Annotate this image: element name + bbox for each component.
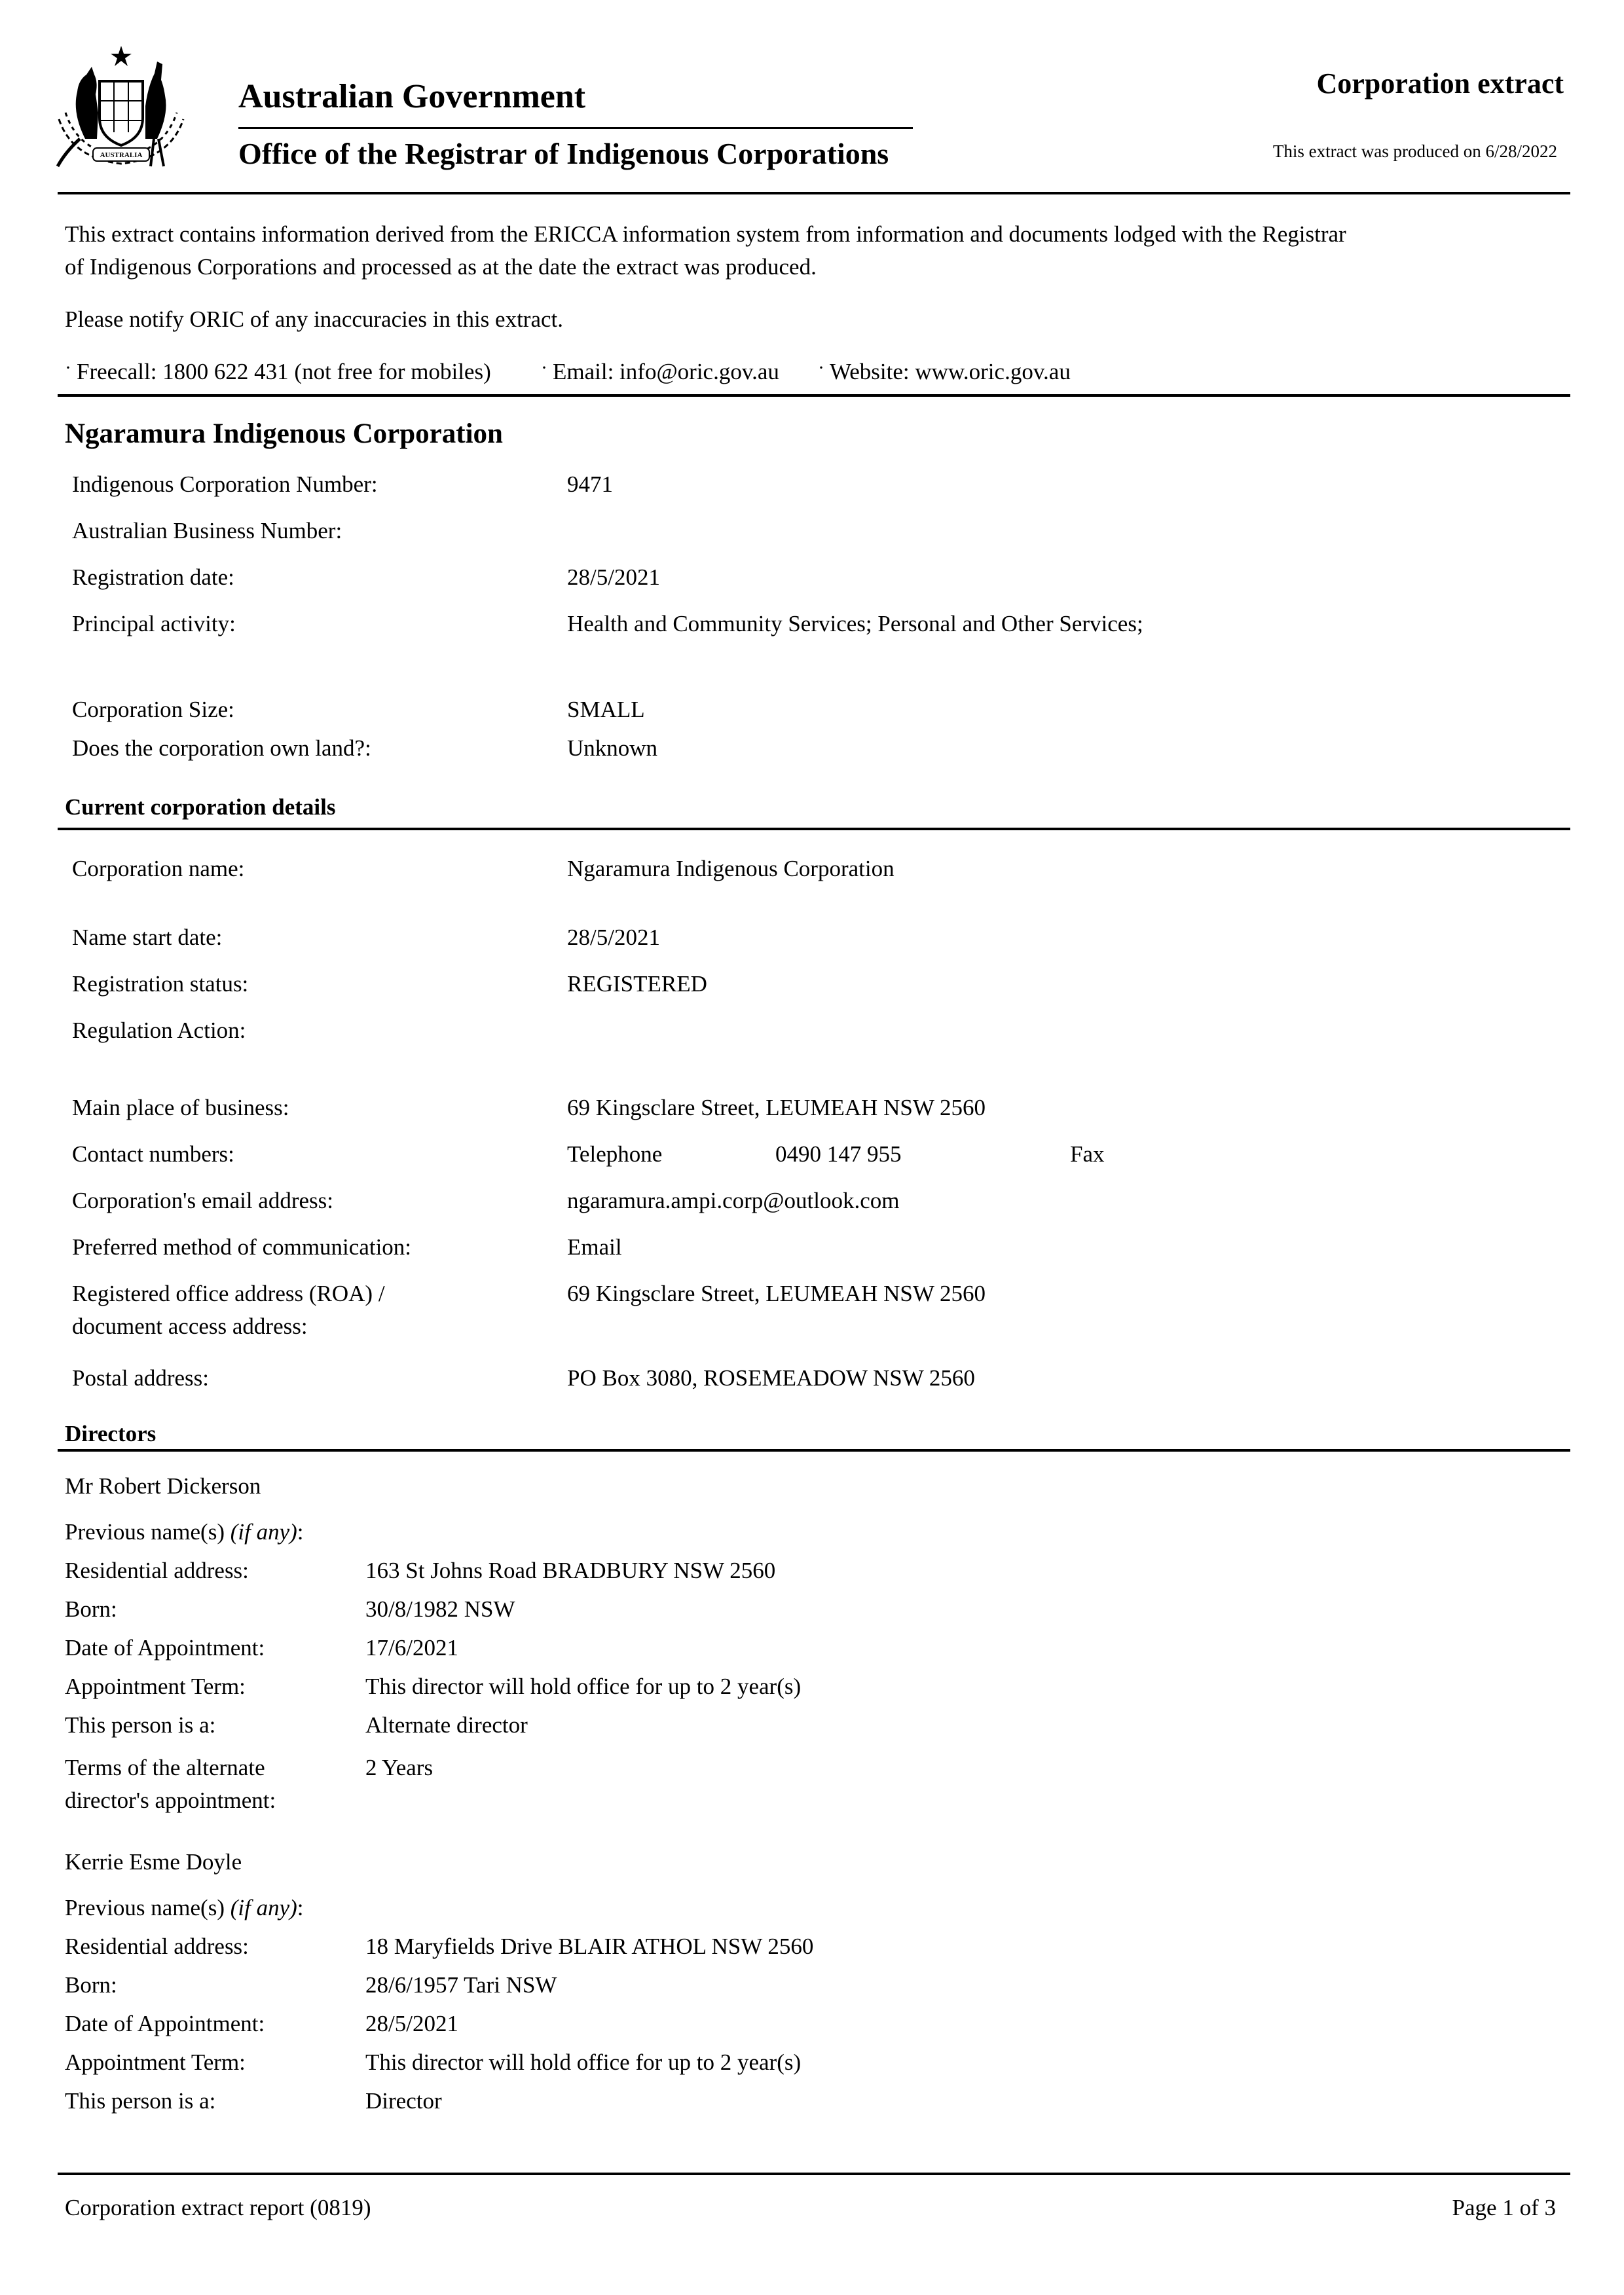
gov-title: Australian Government xyxy=(238,78,586,115)
notify-text: Please notify ORIC of any inaccuracies in this extract. xyxy=(65,306,564,332)
previous-names-label xyxy=(65,1519,304,1545)
website-link[interactable]: Website: www.oric.gov.au xyxy=(830,359,1071,384)
field-label: Corporation Size: xyxy=(72,697,234,722)
intro-line-2: of Indigenous Corporations and processed as at the date the extract was produced. xyxy=(65,254,817,280)
alt-terms-label-line-1: Terms of the alternate xyxy=(65,1755,265,1780)
name-start-value: 28/5/2021 xyxy=(567,925,660,950)
corporation-name-heading: Ngaramura Indigenous Corporation xyxy=(65,418,503,449)
registration-status-value: REGISTERED xyxy=(567,971,707,997)
role-label: This person is a: xyxy=(65,1712,216,1738)
director-name: Kerrie Esme Doyle xyxy=(65,1849,242,1875)
bullet-icon: · xyxy=(541,357,547,378)
residential-label: Residential address: xyxy=(65,1558,249,1583)
footer-page-number: Page 1 of 3 xyxy=(1452,2195,1556,2220)
appointment-term-value: This director will hold office for up to 2 year(s) xyxy=(365,1674,802,1699)
office-title: Office of the Registrar of Indigenous Corporations xyxy=(238,137,889,170)
postal-address-value: PO Box 3080, ROSEMEADOW NSW 2560 xyxy=(567,1365,975,1391)
field-label: Australian Business Number: xyxy=(72,518,342,543)
appointment-date-label: Date of Appointment: xyxy=(65,1635,265,1661)
field-label: Registration date: xyxy=(72,564,234,590)
name-start-label: Name start date: xyxy=(72,925,223,950)
appointment-term-label: Appointment Term: xyxy=(65,2049,246,2075)
crest-scroll-text: AUSTRALIA xyxy=(100,151,143,159)
alt-terms-label-line-2: director's appointment: xyxy=(65,1788,276,1813)
role-value: Alternate director xyxy=(365,1712,528,1738)
field-value: Health and Community Services; Personal and Other Services; xyxy=(567,611,1143,636)
role-value: Director xyxy=(365,2088,442,2114)
previous-names-text: Previous name(s) xyxy=(65,1519,225,1545)
previous-names-text: Previous name(s) xyxy=(65,1895,225,1920)
roa-label-line-1: Registered office address (ROA) / xyxy=(72,1281,385,1306)
contact-numbers-label: Contact numbers: xyxy=(72,1141,234,1167)
previous-names-qualifier: (if any) xyxy=(230,1895,297,1920)
alt-terms-value: 2 Years xyxy=(365,1755,434,1780)
field-value: 9471 xyxy=(567,471,613,497)
regulation-action-label: Regulation Action: xyxy=(72,1018,246,1043)
coat-of-arms-logo xyxy=(46,41,196,178)
email-address-label: Corporation's email address: xyxy=(72,1188,333,1213)
previous-names-colon: : xyxy=(297,1895,304,1920)
appointment-date-label: Date of Appointment: xyxy=(65,2011,265,2036)
fax-label: Fax xyxy=(1070,1141,1105,1167)
appointment-date-value: 28/5/2021 xyxy=(365,2011,458,2036)
main-place-value: 69 Kingsclare Street, LEUMEAH NSW 2560 xyxy=(567,1095,986,1120)
field-value: SMALL xyxy=(567,697,645,722)
extract-date: This extract was produced on 6/28/2022 xyxy=(1272,141,1557,161)
previous-names-qualifier: (if any) xyxy=(230,1519,297,1545)
intro-line-1: This extract contains information derived from the ERICCA information system from information and documents lodged with the Registrar xyxy=(65,221,1346,247)
field-label: Does the corporation own land?: xyxy=(72,735,371,761)
registration-status-label: Registration status: xyxy=(72,971,249,997)
bullet-icon: · xyxy=(818,357,824,378)
section-heading-directors: Directors xyxy=(65,1421,157,1446)
born-label: Born: xyxy=(65,1972,117,1998)
email-address-value[interactable]: ngaramura.ampi.corp@outlook.com xyxy=(567,1188,900,1213)
section-divider xyxy=(58,1449,1570,1452)
freecall-text: Freecall: 1800 622 431 (not free for mobiles) xyxy=(77,359,491,384)
residential-value: 163 St Johns Road BRADBURY NSW 2560 xyxy=(365,1558,776,1583)
previous-names-label xyxy=(65,1895,304,1921)
previous-names-colon: : xyxy=(297,1519,304,1545)
corporation-name-value: Ngaramura Indigenous Corporation xyxy=(567,856,895,881)
header-divider xyxy=(58,192,1570,194)
intro-divider xyxy=(58,394,1570,397)
director-name: Mr Robert Dickerson xyxy=(65,1473,261,1499)
preferred-comm-label: Preferred method of communication: xyxy=(72,1234,412,1260)
footer-report-name: Corporation extract report (0819) xyxy=(65,2195,371,2220)
appointment-term-value: This director will hold office for up to 2 year(s) xyxy=(365,2049,802,2075)
appointment-date-value: 17/6/2021 xyxy=(365,1635,458,1661)
contact-freecall xyxy=(65,359,491,386)
contact-website xyxy=(818,359,1071,386)
section-heading-current-details: Current corporation details xyxy=(65,794,336,820)
born-value: 28/6/1957 Tari NSW xyxy=(365,1972,557,1998)
header-logo-divider xyxy=(238,127,913,129)
extract-title: Corporation extract xyxy=(1316,67,1564,100)
footer-divider xyxy=(58,2173,1570,2175)
preferred-comm-value: Email xyxy=(567,1234,622,1260)
corporation-name-label: Corporation name: xyxy=(72,856,245,881)
section-divider xyxy=(58,828,1570,830)
roa-label-line-2: document access address: xyxy=(72,1313,308,1339)
postal-address-label: Postal address: xyxy=(72,1365,210,1391)
contact-email xyxy=(541,359,779,386)
residential-label: Residential address: xyxy=(65,1934,249,1959)
roa-value: 69 Kingsclare Street, LEUMEAH NSW 2560 xyxy=(567,1281,986,1306)
born-label: Born: xyxy=(65,1596,117,1622)
role-label: This person is a: xyxy=(65,2088,216,2114)
residential-value: 18 Maryfields Drive BLAIR ATHOL NSW 2560 xyxy=(365,1934,814,1959)
telephone-label: Telephone xyxy=(567,1141,663,1167)
appointment-term-label: Appointment Term: xyxy=(65,1674,246,1699)
email-link[interactable]: Email: info@oric.gov.au xyxy=(553,359,779,384)
crest-icon xyxy=(46,41,196,178)
field-value: 28/5/2021 xyxy=(567,564,660,590)
field-value: Unknown xyxy=(567,735,658,761)
bullet-icon: · xyxy=(65,357,71,378)
born-value: 30/8/1982 NSW xyxy=(365,1596,515,1622)
telephone-value: 0490 147 955 xyxy=(775,1141,902,1167)
field-label: Principal activity: xyxy=(72,611,236,636)
main-place-label: Main place of business: xyxy=(72,1095,289,1120)
field-label: Indigenous Corporation Number: xyxy=(72,471,378,497)
